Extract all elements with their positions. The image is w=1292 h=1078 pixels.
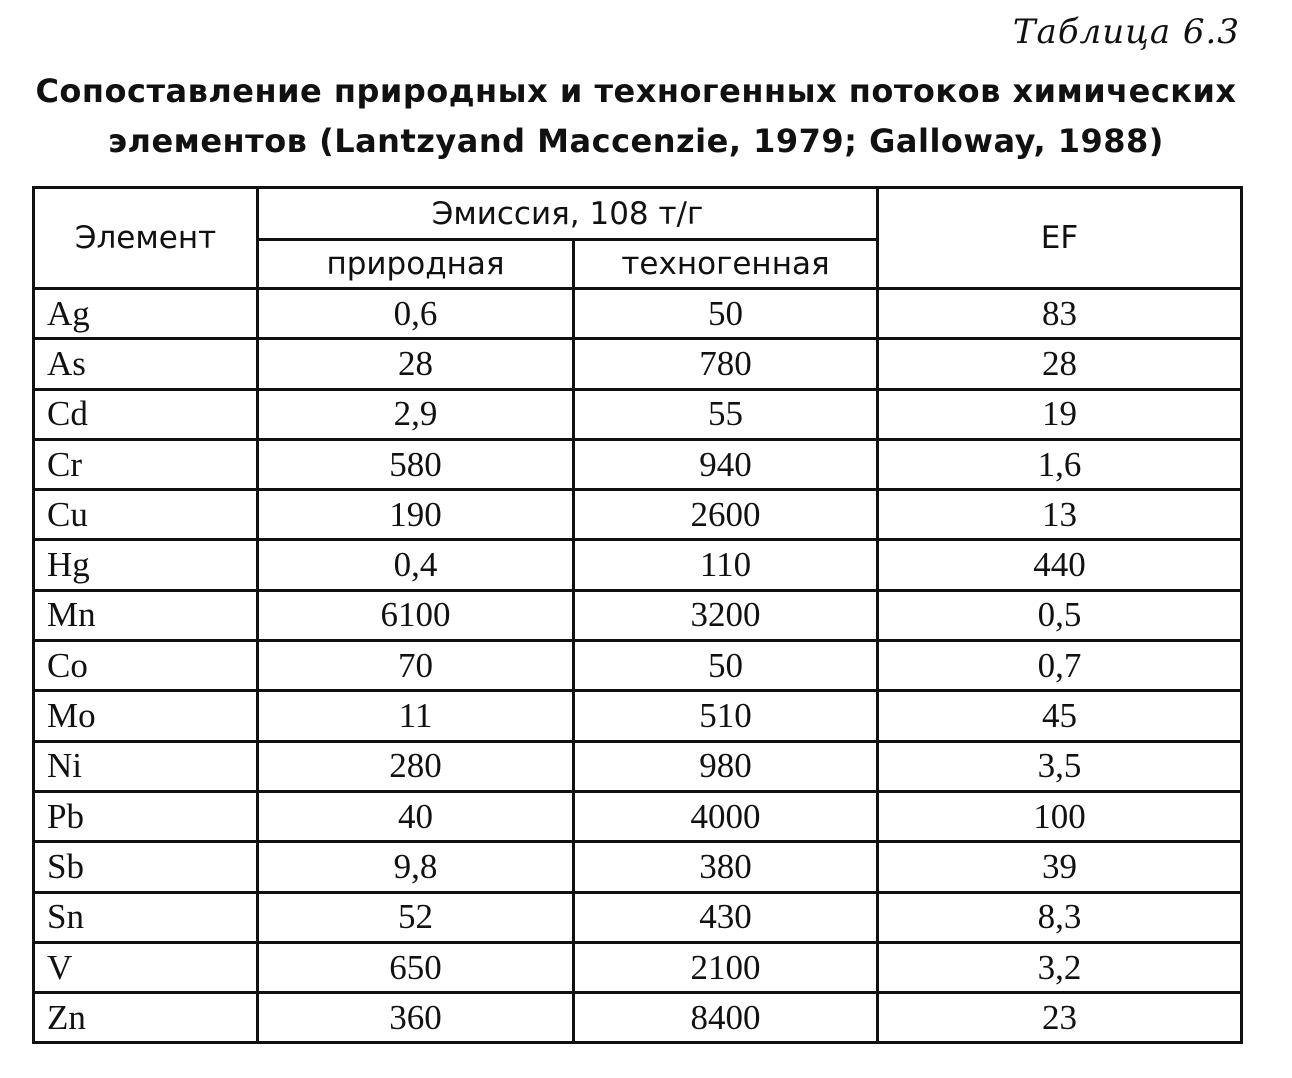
- table-row: [34, 993, 1242, 1043]
- cell-ef: 28: [878, 339, 1242, 389]
- cell-natural: 360: [258, 993, 574, 1043]
- cell-element: Pb: [34, 791, 258, 841]
- cell-ef: 0,5: [878, 590, 1242, 640]
- cell-natural: 190: [258, 490, 574, 540]
- cell-ef: 83: [878, 289, 1242, 339]
- cell-natural: 2,9: [258, 389, 574, 439]
- table-row: [34, 842, 1242, 892]
- caption-line-2: элементов (Lantzyand Maccenzie, 1979; Galloway, 1988): [108, 122, 1164, 160]
- table-header: [34, 188, 1242, 289]
- header-natural: природная: [258, 240, 574, 289]
- cell-technogenic: 430: [574, 892, 878, 942]
- cell-ef: 440: [878, 540, 1242, 590]
- cell-element: Cr: [34, 439, 258, 489]
- cell-technogenic: 4000: [574, 791, 878, 841]
- cell-technogenic: 510: [574, 691, 878, 741]
- header-element: Элемент: [34, 188, 258, 289]
- emission-table: [32, 186, 1243, 1044]
- cell-ef: 3,2: [878, 942, 1242, 992]
- table-row: [34, 641, 1242, 691]
- cell-element: Cu: [34, 490, 258, 540]
- cell-natural: 0,4: [258, 540, 574, 590]
- cell-technogenic: 110: [574, 540, 878, 590]
- cell-ef: 39: [878, 842, 1242, 892]
- cell-technogenic: 980: [574, 741, 878, 791]
- table-row: [34, 490, 1242, 540]
- header-ef: EF: [878, 188, 1242, 289]
- table-row: [34, 590, 1242, 640]
- cell-element: Mo: [34, 691, 258, 741]
- caption-line-1: Сопоставление природных и техногенных потоков химических: [35, 72, 1237, 110]
- table-row: [34, 691, 1242, 741]
- cell-technogenic: 50: [574, 641, 878, 691]
- header-emission: Эмиссия, 108 т/г: [258, 188, 878, 240]
- cell-natural: 650: [258, 942, 574, 992]
- header-row-top: [34, 188, 1242, 240]
- cell-element: V: [34, 942, 258, 992]
- table-row: [34, 540, 1242, 590]
- cell-element: Hg: [34, 540, 258, 590]
- cell-natural: 11: [258, 691, 574, 741]
- cell-element: Ag: [34, 289, 258, 339]
- cell-technogenic: 940: [574, 439, 878, 489]
- cell-element: Mn: [34, 590, 258, 640]
- cell-element: Sb: [34, 842, 258, 892]
- cell-natural: 0,6: [258, 289, 574, 339]
- cell-natural: 280: [258, 741, 574, 791]
- cell-ef: 1,6: [878, 439, 1242, 489]
- table-row: [34, 439, 1242, 489]
- cell-technogenic: 8400: [574, 993, 878, 1043]
- cell-natural: 40: [258, 791, 574, 841]
- table-row: [34, 389, 1242, 439]
- cell-ef: 3,5: [878, 741, 1242, 791]
- table-row: [34, 942, 1242, 992]
- cell-natural: 28: [258, 339, 574, 389]
- table-row: [34, 741, 1242, 791]
- header-technogenic: техногенная: [574, 240, 878, 289]
- cell-element: Co: [34, 641, 258, 691]
- cell-ef: 13: [878, 490, 1242, 540]
- cell-ef: 19: [878, 389, 1242, 439]
- cell-technogenic: 380: [574, 842, 878, 892]
- cell-natural: 9,8: [258, 842, 574, 892]
- cell-element: Ni: [34, 741, 258, 791]
- cell-technogenic: 55: [574, 389, 878, 439]
- cell-natural: 580: [258, 439, 574, 489]
- cell-technogenic: 2600: [574, 490, 878, 540]
- table-row: [34, 339, 1242, 389]
- cell-technogenic: 3200: [574, 590, 878, 640]
- cell-ef: 45: [878, 691, 1242, 741]
- cell-element: Cd: [34, 389, 258, 439]
- cell-element: Sn: [34, 892, 258, 942]
- table-body: [34, 289, 1242, 1043]
- cell-technogenic: 780: [574, 339, 878, 389]
- table-caption: [20, 66, 1252, 166]
- cell-ef: 8,3: [878, 892, 1242, 942]
- cell-element: As: [34, 339, 258, 389]
- cell-ef: 100: [878, 791, 1242, 841]
- cell-technogenic: 50: [574, 289, 878, 339]
- table-row: [34, 791, 1242, 841]
- table-row: [34, 289, 1242, 339]
- cell-natural: 52: [258, 892, 574, 942]
- table-row: [34, 892, 1242, 942]
- cell-ef: 0,7: [878, 641, 1242, 691]
- cell-natural: 70: [258, 641, 574, 691]
- cell-technogenic: 2100: [574, 942, 878, 992]
- cell-natural: 6100: [258, 590, 574, 640]
- cell-element: Zn: [34, 993, 258, 1043]
- table-number: Таблица 6.3: [1012, 12, 1240, 52]
- cell-ef: 23: [878, 993, 1242, 1043]
